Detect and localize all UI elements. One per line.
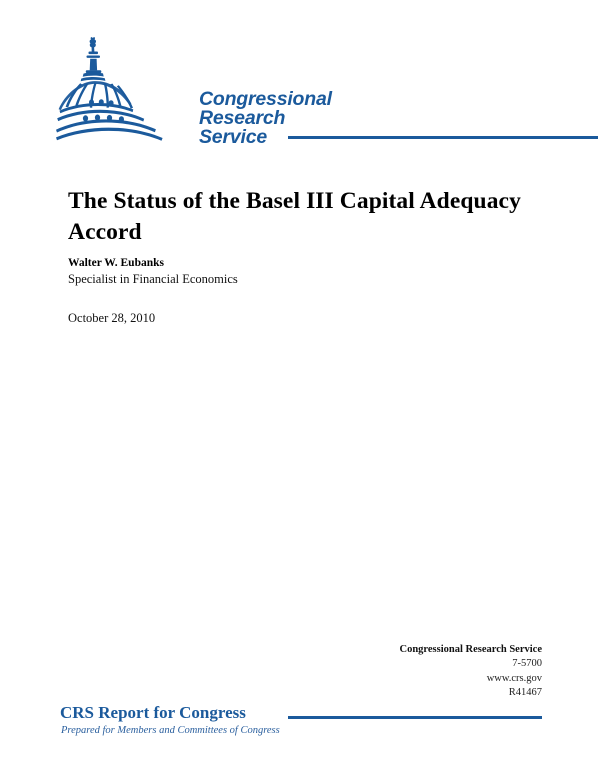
footer-meta	[282, 642, 542, 701]
footer-report-number: R41467	[508, 687, 542, 698]
crs-report-banner	[60, 703, 545, 743]
masthead	[56, 30, 546, 148]
footer-organization: Congressional Research Service	[399, 644, 542, 655]
publication-date: October 28, 2010	[68, 311, 156, 325]
page-title: The Status of the Basel III Capital Adequacy Accord	[68, 187, 521, 245]
banner-divider	[288, 716, 542, 719]
banner-title-row	[60, 703, 545, 723]
banner-subtitle: Prepared for Members and Committees of Congress	[61, 725, 280, 736]
wordmark-line-2: Research	[199, 107, 286, 129]
footer-website[interactable]: www.crs.gov	[486, 672, 542, 684]
author-title: Specialist in Financial Economics	[68, 272, 238, 286]
footer-phone: 7-5700	[512, 658, 542, 669]
byline	[68, 255, 468, 288]
wordmark-line-1: Congressional	[199, 88, 332, 110]
masthead-divider	[288, 136, 598, 139]
wordmark-line-3: Service	[199, 126, 267, 148]
banner-title: CRS Report for Congress	[60, 703, 246, 722]
author-name: Walter W. Eubanks	[68, 257, 164, 269]
